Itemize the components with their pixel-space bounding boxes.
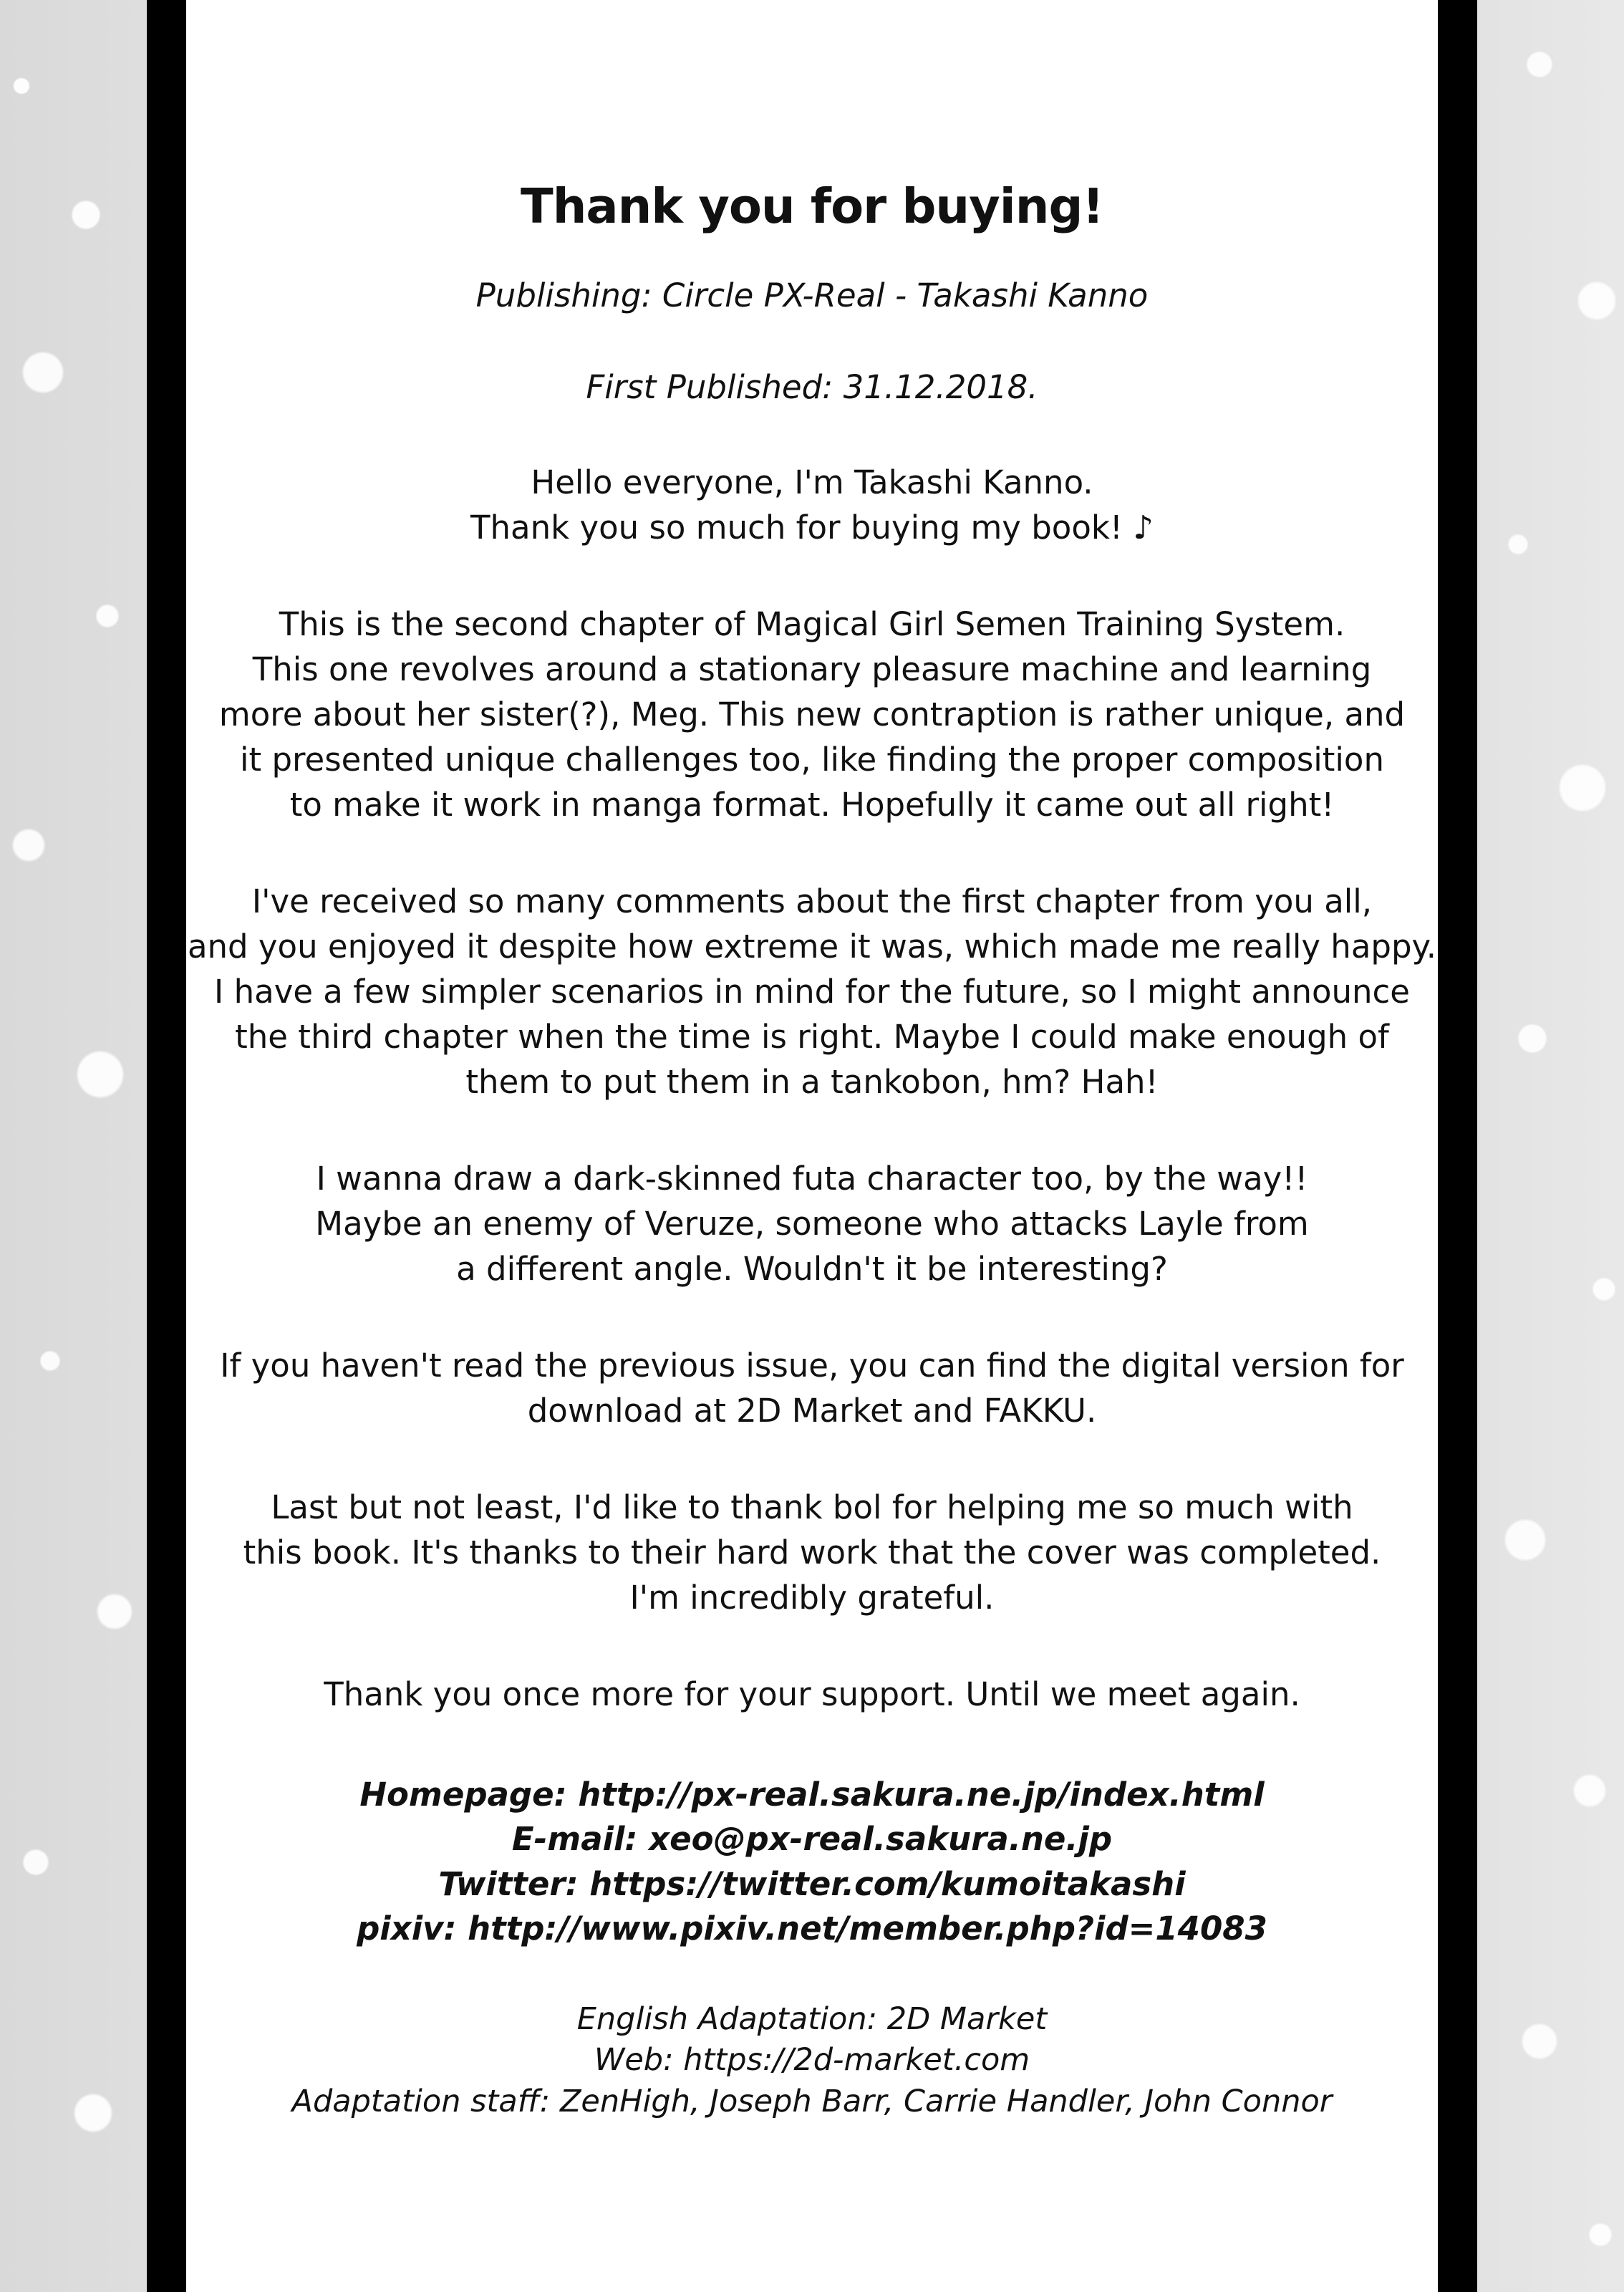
- paragraph-closing: [186, 1672, 1438, 1717]
- paragraph-line: Maybe an enemy of Veruze, someone who attacks Layle from: [315, 1204, 1309, 1243]
- paragraph-line: to make it work in manga format. Hopefully it came out all right!: [289, 785, 1335, 824]
- web-credit: Web: https://2d-market.com: [594, 2042, 1030, 2079]
- paragraph-line: I've received so many comments about the first chapter from you all,: [251, 882, 1373, 920]
- email-link: E-mail: xeo@px-real.sakura.ne.jp: [511, 1820, 1113, 1859]
- first-published-info: First Published: 31.12.2018.: [586, 368, 1038, 407]
- paragraph-line: This one revolves around a stationary pleasure machine and learning: [252, 650, 1372, 688]
- paragraph-line: This is the second chapter of Magical Girl Semen Training System.: [279, 605, 1345, 643]
- paragraph-previous-issue: [186, 1343, 1438, 1433]
- paragraph-line: Thank you once more for your support. Until we meet again.: [324, 1675, 1300, 1713]
- paragraph-line: I have a few simpler scenarios in mind for the future, so I might announce: [214, 972, 1410, 1011]
- paragraph-feedback: [186, 879, 1438, 1104]
- english-adaptation-credit: English Adaptation: 2D Market: [576, 2000, 1048, 2037]
- pixiv-link: pixiv: http://www.pixiv.net/member.php?id=14083: [357, 1910, 1267, 1948]
- page-frame: [147, 0, 1477, 2292]
- homepage-link: Homepage: http://px-real.sakura.ne.jp/index.html: [359, 1775, 1265, 1814]
- adaptation-credits: [186, 1999, 1438, 2123]
- paragraph-line: this book. It's thanks to their hard work that the cover was completed.: [243, 1533, 1381, 1571]
- paragraph-line: them to put them in a tankobon, hm? Hah!: [465, 1062, 1159, 1101]
- contact-links: [186, 1773, 1438, 1952]
- paragraph-line: a different angle. Wouldn't it be interesting?: [456, 1249, 1168, 1288]
- page-sheet: [186, 0, 1438, 2292]
- twitter-link: Twitter: https://twitter.com/kumoitakashi: [438, 1864, 1186, 1903]
- paragraph-line: the third chapter when the time is right. Maybe I could make enough of: [235, 1017, 1389, 1056]
- content-block: [186, 179, 1438, 2123]
- paragraph-line: Hello everyone, I'm Takashi Kanno.: [531, 463, 1093, 501]
- publishing-info: Publishing: Circle PX-Real - Takashi Kanno: [475, 276, 1149, 315]
- paragraph-line: If you haven't read the previous issue, you can find the digital version for: [220, 1346, 1404, 1385]
- paragraph-line: Last but not least, I'd like to thank bol for helping me so much with: [271, 1488, 1353, 1526]
- paragraph-chapter-info: [186, 602, 1438, 827]
- paragraph-line: I'm incredibly grateful.: [629, 1578, 995, 1617]
- paragraph-line: Thank you so much for buying my book! ♪: [470, 508, 1154, 546]
- paragraph-line: I wanna draw a dark-skinned futa character too, by the way!!: [316, 1159, 1308, 1198]
- paragraph-line: and you enjoyed it despite how extreme it was, which made me really happy.: [187, 927, 1437, 966]
- paragraph-line: it presented unique challenges too, like finding the proper composition: [240, 740, 1384, 779]
- paragraph-thanks: [186, 1485, 1438, 1620]
- adaptation-staff-credit: Adaptation staff: ZenHigh, Joseph Barr, Carrie Handler, John Connor: [291, 2083, 1333, 2119]
- paragraph-future-character: [186, 1156, 1438, 1291]
- paragraph-line: download at 2D Market and FAKKU.: [527, 1391, 1097, 1430]
- page-title: Thank you for buying!: [521, 178, 1103, 234]
- paragraph-line: more about her sister(?), Meg. This new contraption is rather unique, and: [218, 695, 1406, 733]
- paragraph-greeting: [186, 460, 1438, 550]
